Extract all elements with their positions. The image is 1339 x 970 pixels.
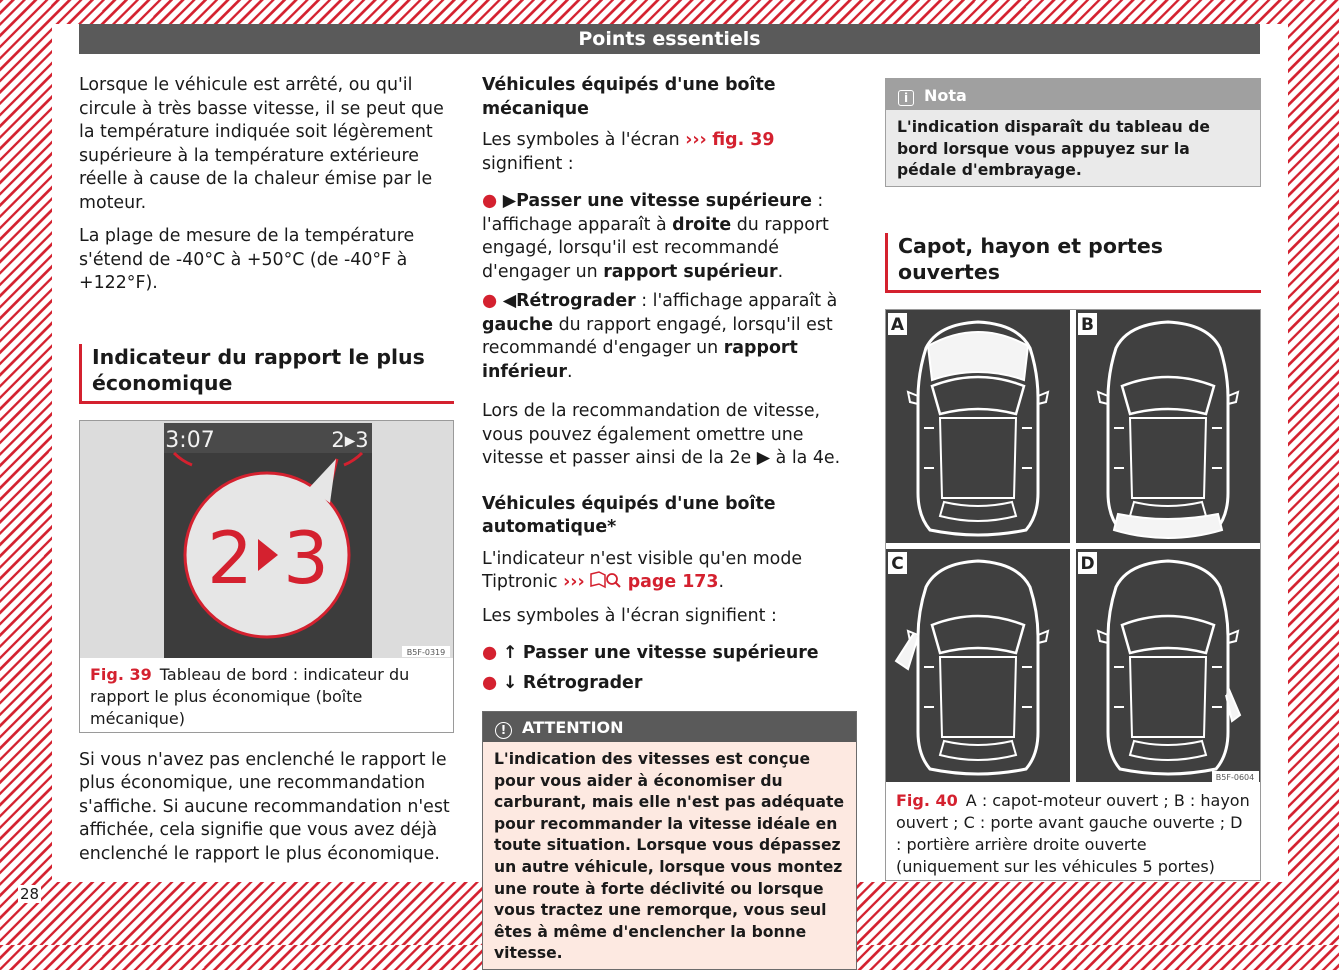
page-number: 28 <box>20 885 40 903</box>
bullet-bold: droite <box>672 214 732 235</box>
display-gear-small: 2▸3 <box>331 427 369 452</box>
dashboard-gear-illustration <box>80 421 453 658</box>
arrow-down-icon: ↓ <box>502 672 518 693</box>
manual-intro-text: Les symboles à l'écran <box>482 130 680 150</box>
triangle-left-icon: ◀ <box>502 291 517 311</box>
bullet-bold: rapport inférieur <box>482 338 798 382</box>
label-b: B <box>1081 314 1094 335</box>
bullet-dot-icon: ● <box>482 672 498 693</box>
tiptronic-text: L'indicateur n'est visible qu'en mode Tiptronic <box>482 548 803 592</box>
more-arrows-icon: ››› <box>685 130 707 150</box>
arrow-up-icon: ↑ <box>502 643 518 663</box>
bullet-label: Passer une vitesse supérieure <box>522 643 819 663</box>
bullet-bold: rapport supérieur <box>603 261 778 282</box>
manual-intro <box>482 129 857 176</box>
skip-gear-paragraph: Lors de la recommandation de vitesse, vous pouvez également omettre une vitesse et passer ainsi de la 2e ▶ à la 4e. <box>482 401 841 468</box>
info-icon: i <box>898 90 914 106</box>
bullet-dot-icon: ● <box>482 643 498 663</box>
panel-d <box>1076 549 1260 782</box>
column-middle <box>482 74 857 970</box>
bullet-upshift <box>482 190 857 284</box>
note-title: Nota <box>924 86 967 105</box>
warning-box <box>482 711 857 970</box>
no-recommendation-paragraph: Si vous n'avez pas enclenché le rapport le plus économique, une recommandation s'affiche. Si aucune recommandation n'est affichée, cela signifie que vous avez déjà enclenché le rapport le plus économique. <box>79 749 450 864</box>
fig-39-link[interactable]: fig. 39 <box>712 130 775 150</box>
bullet-text: . <box>777 261 784 282</box>
bullet-text: : l'affichage apparaît à <box>482 191 824 235</box>
bullet-text: : l'affichage apparaît à <box>635 291 838 311</box>
bullet-bold: gauche <box>482 314 554 335</box>
section-title-gear-indicator: Indicateur du rapport le plus économique <box>79 344 454 404</box>
bullet-label: Rétrograder <box>516 291 636 311</box>
figure-code: B5F-0604 <box>1215 772 1255 782</box>
section-title-open-doors: Capot, hayon et portes ouvertes <box>885 233 1261 293</box>
note-text: L'indication disparaît du tableau de bord lorsque vous appuyez sur la pédale d'embrayage. <box>897 118 1210 180</box>
warning-title: ATTENTION <box>522 718 624 737</box>
display-time: 3:07 <box>165 427 215 453</box>
label-c: C <box>891 553 904 574</box>
bullet-text: du rapport engagé, lorsqu'il est recommandé d'engager un <box>482 214 829 282</box>
note-header <box>886 79 1260 110</box>
manual-intro-end: signifient : <box>482 153 574 174</box>
label-a: A <box>890 314 905 335</box>
big-gear-to: 3 <box>283 515 329 600</box>
bullet-auto-upshift <box>482 642 857 666</box>
book-magnifier-icon <box>590 571 622 589</box>
tiptronic-paragraph <box>482 548 857 595</box>
open-doors-illustration <box>886 310 1260 784</box>
figure-code: B5F-0319 <box>406 647 446 657</box>
more-arrows-icon: ››› <box>563 572 585 592</box>
label-d: D <box>1080 553 1095 574</box>
warning-text: L'indication des vitesses est conçue pour vous aider à économiser du carburant, mais elle n'est pas adéquate pour recommander la vitesse idéale en toute situation. Lorsque vous dépassez un autre véhicule, lorsque vous montez une route à forte déclivité ou lorsque vous tractez une remorque, vous seul êtes à même d'enclencher la bonne vitesse. <box>494 750 845 963</box>
big-gear-from: 2 <box>207 515 253 600</box>
triangle-right-icon: ▶ <box>502 191 517 211</box>
panel-b <box>1076 310 1260 543</box>
bullet-text: . <box>567 361 573 382</box>
column-right <box>885 74 1261 881</box>
bullet-label: Rétrograder <box>522 672 643 693</box>
figure-39 <box>79 420 454 733</box>
automatic-gearbox-heading: Véhicules équipés d'une boîte automatique* <box>482 493 776 537</box>
warning-header <box>483 712 856 742</box>
figure-caption-text: A : capot-moteur ouvert ; B : hayon ouvert ; C : porte avant gauche ouverte ; D : portière arrière droite ouverte (uniquement sur les véhicules 5 portes) <box>896 790 1250 876</box>
tiptronic-end: . <box>718 572 725 592</box>
exclamation-circle-icon: ! <box>495 722 512 739</box>
figure-40 <box>885 309 1261 881</box>
bullet-label: Passer une vitesse supérieure <box>516 191 812 211</box>
figure-40-caption <box>886 784 1260 880</box>
manual-gearbox-heading: Véhicules équipés d'une boîte mécanique <box>482 75 776 119</box>
panel-c <box>886 549 1070 782</box>
bullet-downshift <box>482 290 857 384</box>
column-left <box>79 74 454 876</box>
page-173-link[interactable]: page 173 <box>627 572 719 592</box>
bullet-text: du rapport engagé, lorsqu'il est recommandé d'engager un <box>482 314 833 358</box>
figure-caption-text: Tableau de bord : indicateur du rapport le plus économique (boîte mécanique) <box>90 664 410 728</box>
note-box <box>885 78 1261 187</box>
temperature-paragraph: Lorsque le véhicule est arrêté, ou qu'il circule à très basse vitesse, il se peut que la température indiquée soit légèrement supérieure à la température extérieure réelle à cause de la chaleur émise par le moteur. <box>79 75 444 213</box>
temperature-range-paragraph: La plage de mesure de la température s'étend de -40°C à +50°C (de -40°F à +122°F). <box>79 226 415 293</box>
bullet-dot-icon: ● <box>482 191 498 211</box>
auto-symbols-intro: Les symboles à l'écran signifient : <box>482 605 777 626</box>
figure-number: Fig. 40 <box>896 790 958 810</box>
bullet-auto-downshift <box>482 672 857 696</box>
running-header: Points essentiels <box>79 24 1260 54</box>
figure-39-caption <box>80 658 453 732</box>
figure-number: Fig. 39 <box>90 664 152 684</box>
bullet-dot-icon: ● <box>482 291 498 311</box>
